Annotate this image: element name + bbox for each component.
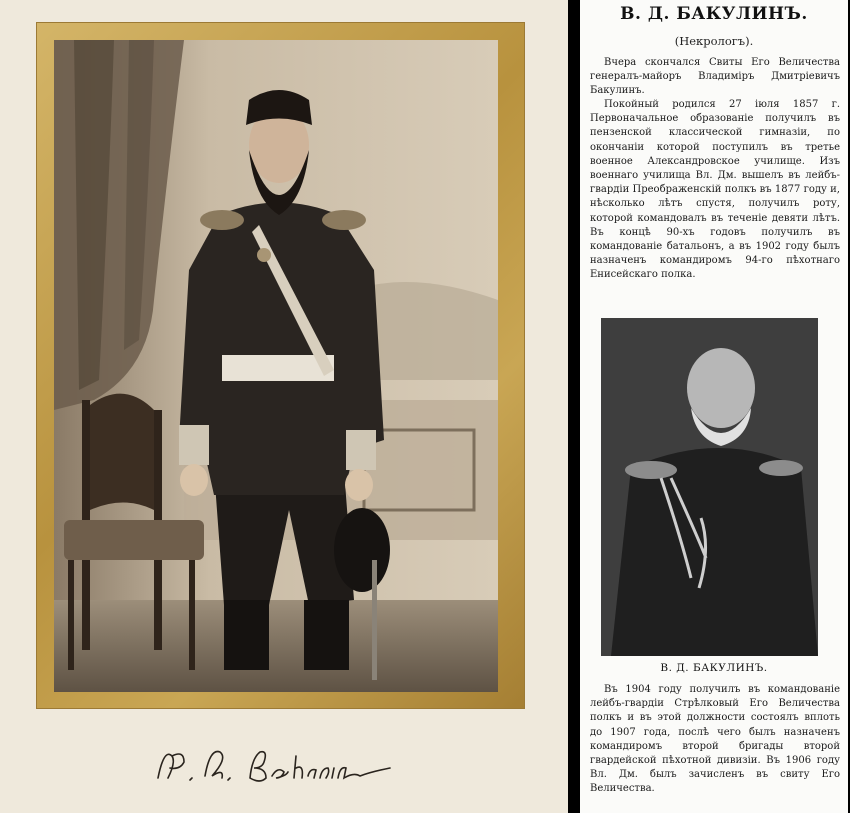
article-paragraph-1: Вчера скончался Свиты Его Величества генералъ-майоръ Владиміръ Дмитріевичъ Бакулинъ.	[590, 57, 840, 97]
article-headline: В. Д. БАКУЛИНЪ.	[620, 4, 808, 24]
newspaper-clipping	[580, 0, 848, 813]
portrait-photograph	[54, 40, 498, 692]
photo-caption: В. Д. БАКУЛИНЪ.	[660, 662, 768, 674]
newspaper-portrait	[601, 318, 818, 656]
article-paragraph-2: Покойный родился 27 іюля 1857 г. Первоначальное образованіе получилъ въ пензенской классической гимназіи, по окончаніи которой поступилъ въ третье военное Александровское училище. Изъ военнаго училища Вл. Дм. вышелъ въ лейбъ-гвардіи Преображенскій полкъ въ 1877 году и, нѣсколько лѣтъ спустя, получилъ роту, которой командовалъ въ теченіе девяти лѣтъ. Въ концѣ 90-хъ годовъ получилъ въ командованіе батальонъ, а въ 1902 году былъ назначенъ командиромъ 94-го пѣхотнаго Енисейскаго полка.	[590, 99, 840, 281]
portrait-illustration	[54, 40, 498, 692]
article-kicker: (Некрологъ).	[674, 34, 754, 48]
article-paragraph-3: Въ 1904 году получилъ въ командованіе лейбъ-гвардіи Стрѣлковый Его Величества полкъ и въ этой должности состоялъ вплоть до 1907 года, послѣ чего былъ назначенъ командиромъ второй бригады второй гвардейской пѣхотной дивизіи. Въ 1906 году Вл. Дм. былъ зачисленъ въ свиту Его Величества.	[590, 684, 840, 795]
handwritten-signature	[150, 738, 410, 798]
